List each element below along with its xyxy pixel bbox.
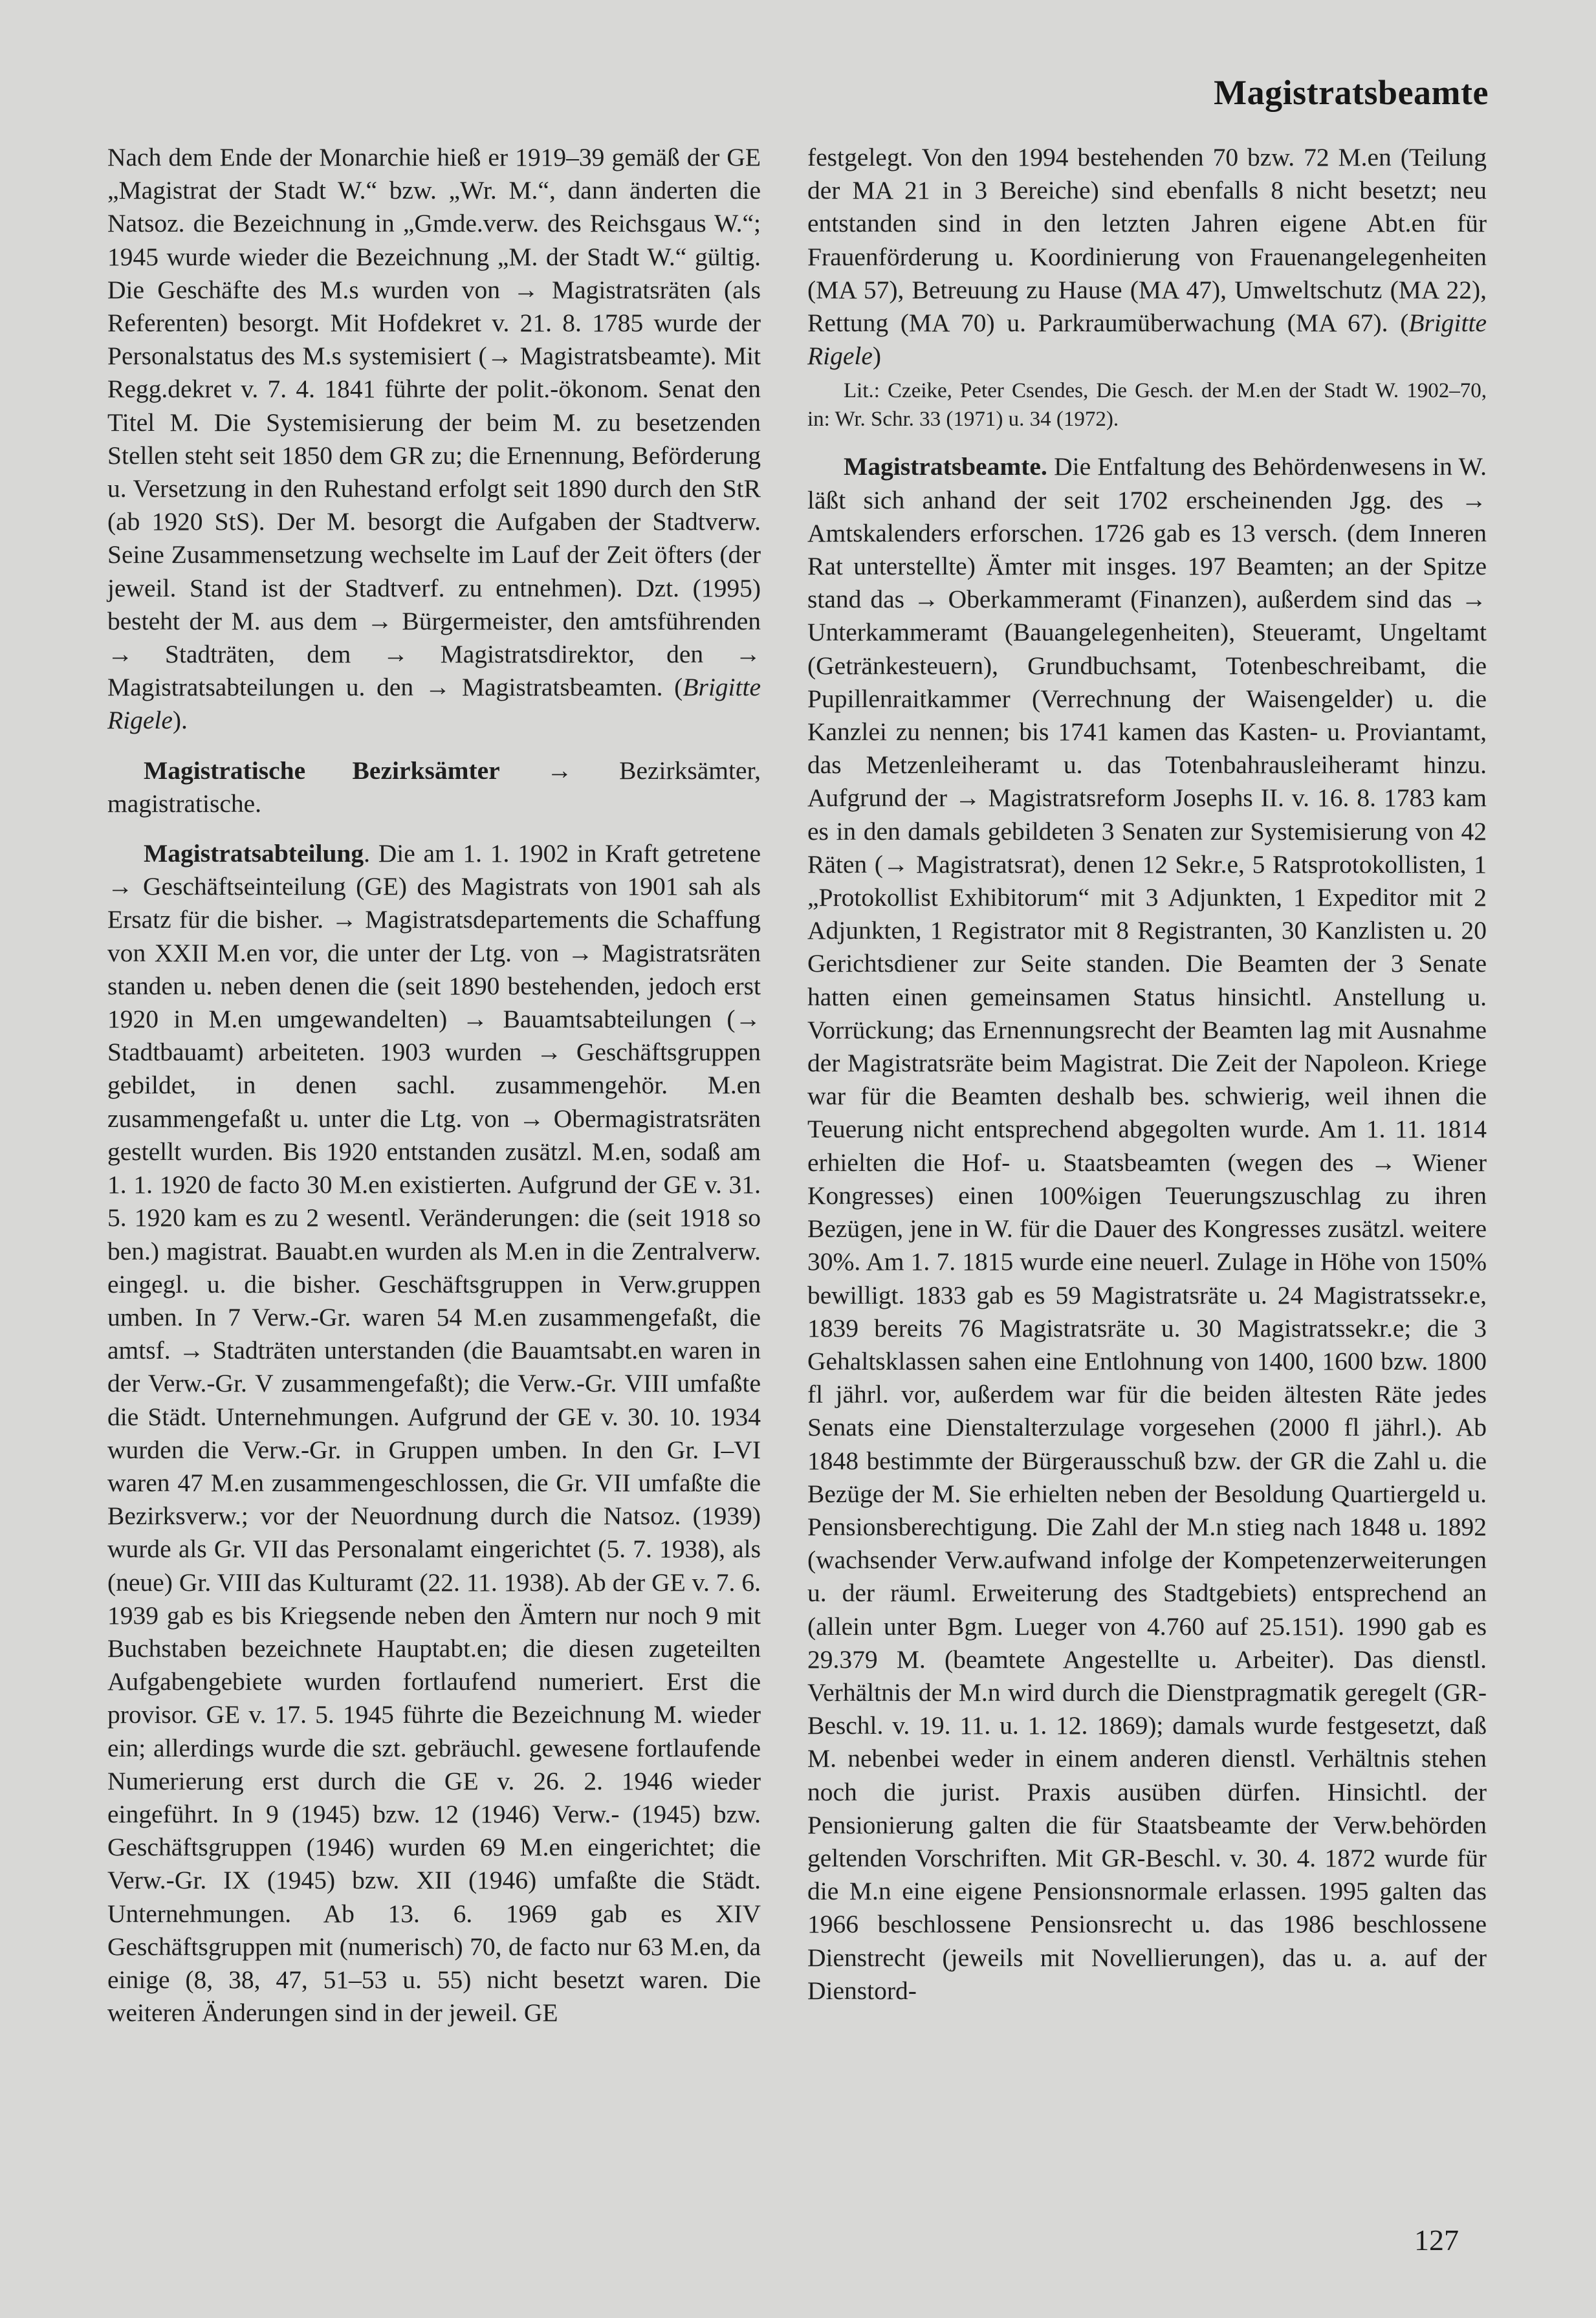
left-column <box>107 141 761 2029</box>
entry-magistratsbeamte <box>807 450 1487 2007</box>
entry-text: Die Entfaltung des Behördenwesens in W. läßt sich anhand der seit 1702 erscheinenden Jgg. des → Amtskalenders erforschen. 1726 gab es 13 versch. (dem Inneren Rat unterstellte) Ämter mit insges. 197 Beamten; an der Spitze stand das → Oberkammeramt (Finanzen), außerdem sind das → Unterkammeramt (Bauangelegenheiten), Steueramt, Ungeltamt (Getränkesteuern), Grundbuchsamt, Totenbeschreibamt, die Pupillenraitkammer (Verrechnung der Waisengelder) u. die Kanzlei zu nennen; bis 1741 kamen das Kasten- u. Proviantamt, das Metzenleiheramt u. das Totenbahrausleiheramt hinzu. Aufgrund der → Magistratsreform Josephs II. v. 16. 8. 1783 kam es in den damals gebildeten 3 Senaten zur Systemisierung von 42 Räten (→ Magistratsrat), denen 12 Sekr.e, 5 Ratsprotokollisten, 1 „Protokollist Exhibitorum“ mit 3 Adjunkten, 1 Expeditor mit 2 Adjunkten, 1 Registrator mit 8 Registranten, 30 Kanzlisten u. 20 Gerichtsdiener zur Seite standen. Die Beamten der 3 Senate hatten einen gemeinsamen Status hinsichtl. Anstellung u. Vorrückung; das Ernennungsrecht der Beamten lag mit Ausnahme der Magistratsräte beim Magistrat. Die Zeit der Napoleon. Kriege war für die Beamten deshalb bes. schwierig, weil ihnen die Teuerung nicht entsprechend abgegolten wurde. Am 1. 11. 1814 erhielten die Hof- u. Staatsbeamten (wegen des → Wiener Kongresses) einen 100%igen Teuerungszuschlag zu ihren Bezügen, jene in W. für die Dauer des Kongresses zusätzl. weitere 30%. Am 1. 7. 1815 wurde eine neuerl. Zulage in Höhe von 150% bewilligt. 1833 gab es 59 Magistratsräte u. 24 Magistratssekr.e, 1839 bereits 76 Magistratsräte u. 30 Magistratssekr.e; die 3 Gehaltsklassen sahen eine Entlohnung von 1400, 1600 bzw. 1800 fl jährl. vor, außerdem war für die beiden ältesten Räte jedes Senats eine Dienstalterzulage vorgesehen (2000 fl jährl.). Ab 1848 bestimmte der Bürgerausschuß bzw. der GR die Zahl u. die Bezüge der M. Sie erhielten neben der Besoldung Quartiergeld u. Pensionsberechtigung. Die Zahl der M.n stieg nach 1848 u. 1892 (wachsender Verw.aufwand infolge der Kompetenzerweiterungen u. der räuml. Erweiterung des Stadtgebiets) entsprechend an (allein unter Bgm. Lueger von 4.760 auf 25.151). 1990 gab es 29.379 M. (beamtete Angestellte u. Arbeiter). Das dienstl. Verhältnis der M.n wird durch die Dienstpragmatik geregelt (GR-Beschl. v. 19. 11. u. 1. 12. 1869); damals wurde festgesetzt, daß M. nebenbei weder in einem anderen dienstl. Verhältnis stehen noch die jurist. Praxis ausüben dürfen. Hinsichtl. der Pensionierung galten die für Staatsbeamte der Verw.behörden geltenden Vorschriften. Mit GR-Beschl. v. 30. 4. 1872 wurde für die M.n eine eigene Pensionsnormale erlassen. 1995 galten das 1966 beschlossene Pensionsrecht u. das 1986 beschlossene Dienstrecht (jeweils mit Novellierungen), das u. a. auf der Dienstord- <box>807 452 1487 2005</box>
running-header: Magistratsbeamte <box>1214 73 1489 112</box>
entry-text: . Die am 1. 1. 1902 in Kraft getretene → Geschäftseinteilung (GE) des Magistrats von 1901 sah als Ersatz für die bisher. → Magistratsdepartements die Schaffung von XXII M.en vor, die unter der Ltg. von → Magistratsräten standen u. neben denen die (seit 1890 bestehenden, jedoch erst 1920 in M.en umgewandelten) → Bauamtsabteilungen (→ Stadtbauamt) arbeiteten. 1903 wurden → Geschäftsgruppen gebildet, in denen sachl. zusammengehör. M.en zusammengefaßt u. unter die Ltg. von → Obermagistratsräten gestellt wurden. Bis 1920 entstanden zusätzl. M.en, sodaß am 1. 1. 1920 de facto 30 M.en existierten. Aufgrund der GE v. 31. 5. 1920 kam es zu 2 wesentl. Veränderungen: die (seit 1918 so ben.) magistrat. Bauabt.en wurden als M.en in die Zentralverw. eingegl. u. die bisher. Geschäftsgruppen in Verw.gruppen umben. In 7 Verw.-Gr. waren 54 M.en zusammengefaßt, die amtsf. → Stadträten unterstanden (die Bauamtsabt.en waren in der Verw.-Gr. V zusammengefaßt); die Verw.-Gr. VIII umfaßte die Städt. Unternehmungen. Aufgrund der GE v. 30. 10. 1934 wurden die Verw.-Gr. in Gruppen umben. In den Gr. I–VI waren 47 M.en zusammengeschlossen, die Gr. VII umfaßte die Bezirksverw.; vor der Neuordnung durch die Natsoz. (1939) wurde als Gr. VII das Personalamt eingerichtet (5. 7. 1938), als (neue) Gr. VIII das Kulturamt (22. 11. 1938). Ab der GE v. 7. 6. 1939 gab es bis Kriegsende neben den Ämtern nur noch 9 mit Buchstaben bezeichnete Hauptabt.en; die diesen zugeteilten Aufgabengebiete wurden fortlaufend numeriert. Erst die provisor. GE v. 17. 5. 1945 führte die Bezeichnung M. wieder ein; allerdings wurde die szt. gebräuchl. gewesene fortlaufende Numerierung erst durch die GE v. 26. 2. 1946 wieder eingeführt. In 9 (1945) bzw. 12 (1946) Verw.- (1945) bzw. Geschäftsgruppen (1946) wurden 69 M.en eingerichtet; die Verw.-Gr. IX (1945) bzw. XII (1946) umfaßte die Städt. Unternehmungen. Ab 13. 6. 1969 gab es XIV Geschäftsgruppen mit (numerisch) 70, de facto nur 63 M.en, da einige (8, 38, 47, 51–53 u. 55) nicht besetzt waren. Die weiteren Änderungen sind in der jeweil. GE <box>107 839 761 2028</box>
page-number: 127 <box>1414 2224 1459 2257</box>
entry-text-end: ) <box>872 342 882 371</box>
entry-author: Brigitte Rigele <box>107 673 761 735</box>
entry-headword: Magistratsbeamte. <box>844 452 1047 481</box>
entry-text: festgelegt. Von den 1994 bestehenden 70 bzw. 72 M.en (Teilung der MA 21 in 3 Bereiche) sind ebenfalls 8 nicht besetzt; neu entstanden sind in den letzten Jahren eigene Abt.en für Frauenförderung u. Koordinierung von Frauenangelegenheiten (MA 57), Betreuung zu Hause (MA 47), Umweltschutz (MA 22), Rettung (MA 70) u. Parkraumüberwachung (MA 67). ( <box>807 143 1487 338</box>
entry-magistratsabteilung-continuation <box>807 141 1487 373</box>
entry-magistratsabteilung <box>107 837 761 2029</box>
entry-headword: Magistratische Bezirksämter <box>144 756 500 785</box>
entry-magistratische-bezirksaemter <box>107 754 761 820</box>
entry-text: → Bezirksämter, magistratische. <box>107 756 761 818</box>
entry-headword: Magistratsabteilung <box>144 839 364 868</box>
entry-text: Nach dem Ende der Monarchie hieß er 1919–39 gemäß der GE „Magistrat der Stadt W.“ bzw. „Wr. M.“, dann änderten die Natsoz. die Bezeichnung in „Gmde.verw. des Reichsgaus W.“; 1945 wurde wieder die Bezeichnung „M. der Stadt W.“ gültig. Die Geschäfte des M.s wurden von → Magistratsräten (als Referenten) besorgt. Mit Hofdekret v. 21. 8. 1785 wurde der Personalstatus des M.s systemisiert (→ Magistratsbeamte). Mit Regg.dekret v. 7. 4. 1841 führte der polit.-ökonom. Senat den Titel M. Die Systemisierung der beim M. zu besetzenden Stellen steht seit 1850 dem GR zu; die Ernennung, Beförderung u. Versetzung in den Ruhestand erfolgt seit 1890 durch den StR (ab 1920 StS). Der M. besorgt die Aufgaben der Stadtverw. Seine Zusammensetzung wechselte im Lauf der Zeit öfters (der jeweil. Stand ist der Stadtverf. zu entnehmen). Dzt. (1995) besteht der M. aus dem → Bürgermeister, den amtsführenden → Stadträten, dem → Magistratsdirektor, den → Magistratsabteilungen u. den → Magistratsbeamten. ( <box>107 143 761 702</box>
right-column <box>807 141 1487 2007</box>
entry-magistrat-continuation <box>107 141 761 738</box>
entry-text-end: ). <box>172 706 188 735</box>
entry-author: Brigitte Rigele <box>807 309 1487 371</box>
literature-reference: Lit.: Czeike, Peter Csendes, Die Gesch. der M.en der Stadt W. 1902–70, in: Wr. Schr. 33 (1971) u. 34 (1972). <box>807 379 1487 432</box>
